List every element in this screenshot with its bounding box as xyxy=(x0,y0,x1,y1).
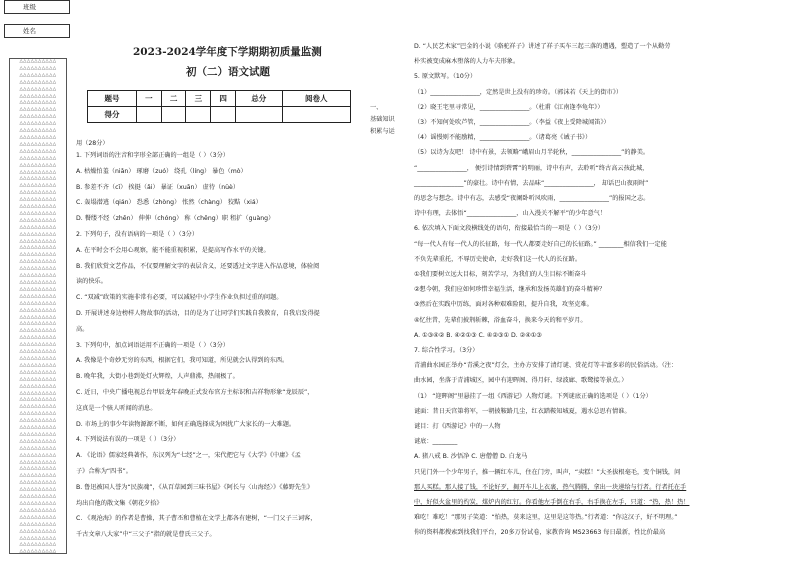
text-line: ②想今朝，我们应如何珍惜幸福生活，继承和发扬英雄们的奋斗精神？ xyxy=(414,286,606,294)
text-line: C. 近日，中央广播电视总台甲辰龙年春晚正式发布官方主标识和吉祥物形象“龙辰辰”， xyxy=(76,389,314,396)
triangle-row: △△△△△△△△△△ xyxy=(19,445,57,451)
triangle-row: △△△△△△△△△△ xyxy=(19,72,57,78)
text-line: （1） “迎晖阁”里悬挂了一组《西游记》人物灯谜。下列谜底正确的选项是（ ）（1分） xyxy=(414,392,652,400)
triangle-row: △△△△△△△△△△ xyxy=(19,542,57,548)
text-line: 青浦曲水园正举办“青溪之夜”灯会，主办方安排了清灯谜、赏花灯等丰富多彩的民俗活动。（注： xyxy=(414,362,678,370)
triangle-row: △△△△△△△△△△ xyxy=(19,473,57,479)
text-line: 千古文章八大家”中“三父子”指的就是曹氏三父子。 xyxy=(76,531,216,539)
triangle-row: △△△△△△△△△△ xyxy=(19,404,57,410)
score-cell: 题号 xyxy=(88,91,137,107)
score-cell: 二 xyxy=(161,91,186,107)
text-line: 只见门外一个少年男子，推一辆红车儿，住在门旁，叫声，“卖糕！”大圣拔根毫毛，变个铜钱，问 xyxy=(414,468,681,476)
text-line: 不负先辈重托，不辱历史使命，走好我们这一代人的长征路。 xyxy=(414,255,582,263)
text-line: 你的资料都搜索到找我们平台，20多万份试卷，家教咨询 MS23663 每日最新，性比价最高 xyxy=(414,529,666,537)
triangle-row: △△△△△△△△△△ xyxy=(19,300,57,306)
text-line: 7. 综合性学习。（3分） xyxy=(414,347,479,354)
triangle-row: △△△△△△△△△△ xyxy=(19,100,57,106)
text-line: 子》合称为“四书”。 xyxy=(76,468,132,475)
triangle-row: △△△△△△△△△△ xyxy=(19,321,57,327)
triangle-row: △△△△△△△△△△ xyxy=(19,141,57,147)
text-line: A. 在平时会不会用心观察，能不能重视积累，是提高写作水平的关键。 xyxy=(76,246,270,254)
text-line: D. “人民艺术家”巴金的小说《骆驼祥子》讲述了祥子买车三起三落的遭遇，塑造了一个从勤劳 xyxy=(414,43,671,50)
text-line: 读的快乐。 xyxy=(76,278,107,286)
triangle-row: △△△△△△△△△△ xyxy=(19,293,57,299)
triangle-row: △△△△△△△△△△ xyxy=(19,252,57,258)
text-line: C. “双减”政策的实施非常有必要，可以减轻中小学生作业负担过重的问题。 xyxy=(76,294,283,302)
text-line: 诗中有理，去体悟“________________，山入漫关不解平”的少年意气！ xyxy=(414,210,607,218)
triangle-row: △△△△△△△△△△ xyxy=(19,335,57,341)
triangle-row: △△△△△△△△△△ xyxy=(19,369,57,375)
triangle-row: △△△△△△△△△△ xyxy=(19,183,57,189)
text-line: 谜底：________ xyxy=(414,438,458,446)
page-title: 2023-2024学年度下学期期初质量监测 xyxy=(133,46,322,58)
score-table xyxy=(87,90,351,123)
triangle-row: △△△△△△△△△△ xyxy=(19,190,57,196)
text-line: 中，好似火盆里的灼炭，煤炉内的红钉。你看他左手倒在右手，右手换在左手，只道：“热，热！热！ xyxy=(414,499,690,506)
triangle-row: △△△△△△△△△△ xyxy=(19,411,57,417)
triangle-row: △△△△△△△△△△ xyxy=(19,342,57,348)
text-line: 5. 原文默写。（10分） xyxy=(414,73,477,81)
section-heading: 一、 xyxy=(370,104,383,111)
text-line: ④忆往昔，先辈们披荆斩棘，浴血奋斗，换来今天的和平岁月。 xyxy=(414,316,587,324)
score-input-cell[interactable] xyxy=(211,107,236,123)
score-input-cell[interactable] xyxy=(137,107,162,123)
text-line: A. 枯燥怕羞（niǎn） 琢磨（zuó） 绕孔（líng） 暴色（mò） xyxy=(76,167,247,175)
triangle-row: △△△△△△△△△△ xyxy=(19,349,57,355)
triangle-row: △△△△△△△△△△ xyxy=(19,162,57,168)
triangle-row: △△△△△△△△△△ xyxy=(19,148,57,154)
triangle-row: △△△△△△△△△△ xyxy=(19,86,57,92)
text-line: 的思念与想念。诗中有志，去感受“夜阑卧听风吹雨，________________”的报国之志。 xyxy=(414,195,650,202)
name-label: 姓名 xyxy=(23,27,36,35)
triangle-row: △△△△△△△△△△ xyxy=(19,245,57,251)
triangle-row: △△△△△△△△△△ xyxy=(19,273,57,279)
score-cell: 总分 xyxy=(235,91,282,107)
triangle-row: △△△△△△△△△△ xyxy=(19,383,57,389)
triangle-row: △△△△△△△△△△ xyxy=(19,128,57,134)
triangle-row: △△△△△△△△△△ xyxy=(19,501,57,506)
text-line: 那人买糕。那人接了钱，不论好歹，揭开车儿上衣裹，热气腾腾，拿出一块递给与行者。行者托在手 xyxy=(414,483,687,491)
text-line: 曲水园，坐落于青浦城区，园中有迎晖阁、得月轩、绿波廊、歌鹭接等景点。） xyxy=(414,377,628,385)
text-line: 谜目：打《西游记》中的一人物 xyxy=(414,423,501,430)
triangle-row: △△△△△△△△△△ xyxy=(19,286,57,292)
text-line: （4）谣慢则不能励精，________________。（诸葛亮《诫子书》） xyxy=(414,134,592,142)
triangle-row: △△△△△△△△△△ xyxy=(19,438,57,444)
score-table-header-row xyxy=(88,91,351,107)
score-cell: 三 xyxy=(186,91,211,107)
text-line: 谜面：昔日天宫第将军，一朝披鞍路几尘，红衣踏鞍知城夏，遇水总思有情谁。 xyxy=(414,407,631,415)
text-line: A. 我像是个奇妙无穷的东西，根据它们，我可知道，所见就会认得到的东西。 xyxy=(76,357,289,365)
score-cell: 四 xyxy=(211,91,236,107)
triangle-row: △△△△△△△△△△ xyxy=(19,280,57,285)
triangle-row: △△△△△△△△△△ xyxy=(19,59,57,64)
triangle-border xyxy=(9,58,67,554)
text-line: 这真是一个骇人听闻的消息。 xyxy=(76,404,157,412)
triangle-row: △△△△△△△△△△ xyxy=(19,487,57,493)
triangle-row: △△△△△△△△△△ xyxy=(19,528,57,534)
text-line: 朴实被变成麻木堕落的人力车夫形象。 xyxy=(414,58,520,66)
triangle-row: △△△△△△△△△△ xyxy=(19,217,57,223)
right-column xyxy=(414,43,790,555)
text-line: 6. 依次填入下面文段横线处的语句，衔接最恰当的一项是（ ）（3分） xyxy=(414,225,605,233)
triangle-row: △△△△△△△△△△ xyxy=(19,507,57,513)
score-input-cell[interactable] xyxy=(186,107,211,123)
triangle-row: △△△△△△△△△△ xyxy=(19,466,57,472)
text-line: D. 开展讲述身边榜样人物故事的活动，目的是为了让同学们实践自我教育，自我启发得提 xyxy=(76,310,320,317)
triangle-row: △△△△△△△△△△ xyxy=(19,514,57,520)
text-line: A. 《论语》儒家经典著作，东汉列为“七经”之一，宋代把它与《大学》《中庸》《孟 xyxy=(76,452,301,460)
text-line: （3）不知何处吹芦管，________________。（李益《夜上受降城闻笛》） xyxy=(414,119,610,126)
text-line: ①我们要树立远大目标，刻苦学习，为我们的人生目标不断奋斗 xyxy=(414,271,587,278)
triangle-row: △△△△△△△△△△ xyxy=(19,65,57,71)
triangle-row: △△△△△△△△△△ xyxy=(19,204,57,210)
text-line: B. 晚年我，大街小巷到处灯火辉煌，人声鼎沸，热闹极了。 xyxy=(76,373,239,381)
triangle-row: △△△△△△△△△△ xyxy=(19,210,57,216)
triangle-row: △△△△△△△△△△ xyxy=(19,418,57,424)
triangle-row: △△△△△△△△△△ xyxy=(19,425,57,431)
text-line: “________________， 便引诗情到碧霄”的明丽，诗中有声，去聆听“终古高云孩此城， xyxy=(414,164,649,172)
triangle-row: △△△△△△△△△△ xyxy=(19,480,57,486)
left-column xyxy=(76,152,406,552)
triangle-row: △△△△△△△△△△ xyxy=(19,197,57,203)
triangle-row: △△△△△△△△△△ xyxy=(19,494,57,500)
text-line: ③然后在实践中历练，面对各种艰难险阻，提升自我，攻坚克难。 xyxy=(414,301,593,309)
section-heading: 基础知识 xyxy=(370,116,395,123)
triangle-row: △△△△△△△△△△ xyxy=(19,328,57,334)
class-field[interactable] xyxy=(4,0,70,14)
triangle-row: △△△△△△△△△△ xyxy=(19,307,57,313)
name-field[interactable] xyxy=(4,24,70,38)
binding-strip xyxy=(4,0,70,562)
triangle-row: △△△△△△△△△△ xyxy=(19,79,57,85)
triangle-row: △△△△△△△△△△ xyxy=(19,549,57,554)
text-line: 高。 xyxy=(76,325,89,333)
triangle-row: △△△△△△△△△△ xyxy=(19,314,57,320)
text-line: D. 市场上的事少年读物源源不断，如何正确选择成为困扰广大家长的一大难题。 xyxy=(76,420,296,428)
triangle-row: △△△△△△△△△△ xyxy=(19,266,57,272)
score-input-cell[interactable] xyxy=(282,107,350,123)
triangle-row: △△△△△△△△△△ xyxy=(19,259,57,265)
score-cell: 得分 xyxy=(88,107,137,123)
triangle-row: △△△△△△△△△△ xyxy=(19,176,57,182)
triangle-row: △△△△△△△△△△ xyxy=(19,121,57,127)
triangle-row: △△△△△△△△△△ xyxy=(19,231,57,237)
text-line: （5）以诗为友吧！ 诗中有景，去领略“峨眉山月半轮秋，________________”的静美。 xyxy=(414,149,650,157)
triangle-row: △△△△△△△△△△ xyxy=(19,459,57,465)
text-line: 难吃！难吃！”那男子笑道：“怕热，莫来这里，这里是这等热。”行者道：“你这汉子，好不明理。” xyxy=(414,514,678,522)
text-line: 3. 下列句中，加点词语运用不正确的一项是（ ）（3分） xyxy=(76,341,229,349)
score-cell: 阅卷人 xyxy=(282,91,350,107)
triangle-row: △△△△△△△△△△ xyxy=(19,376,57,382)
text-line: 1. 下列词语的注音和字形全部正确的一组是（ ）（3分） xyxy=(76,152,229,159)
text-line: A. 猪八戒 B. 沙悟净 C. 唐僧僧 D. 白龙马 xyxy=(414,453,528,461)
text-line: C. 轰塌潜逃（qián） 恐悉（zhòng） 怅然（chàng） 狡黠（xiá） xyxy=(76,199,262,207)
page-subtitle: 初（二）语文试题 xyxy=(186,66,270,78)
text-line: （1）________________，定然是世上没有的珍奇。（郭沫若《天上的街市》） xyxy=(414,88,623,96)
triangle-row: △△△△△△△△△△ xyxy=(19,390,57,396)
triangle-row: △△△△△△△△△△ xyxy=(19,431,57,437)
triangle-row: △△△△△△△△△△ xyxy=(19,224,57,230)
score-cell: 一 xyxy=(137,91,162,107)
triangle-row: △△△△△△△△△△ xyxy=(19,362,57,368)
class-label: 班级 xyxy=(23,3,36,11)
triangle-row: △△△△△△△△△△ xyxy=(19,521,57,527)
text-line: 4. 下列说法有误的一项是（ ）（3分） xyxy=(76,436,180,444)
section-heading: 积累与运 xyxy=(370,128,395,135)
triangle-row: △△△△△△△△△△ xyxy=(19,452,57,458)
triangle-row: △△△△△△△△△△ xyxy=(19,114,57,120)
text-line: “每一代人有每一代人的长征路，每一代人都要走好自己的长征路。” ________相信我们一定能 xyxy=(414,240,667,248)
triangle-row: △△△△△△△△△△ xyxy=(19,535,57,541)
text-line: C. 《观沧海》的作者是曹操，其子曹丕和曹植在文学上都各有建树，“一门父子三词客， xyxy=(76,515,317,523)
text-line: ________________”的豪壮。诗中有情，去品味“________________， 却话巴山夜雨时” xyxy=(414,179,649,187)
triangle-row: △△△△△△△△△△ xyxy=(19,107,57,113)
score-input-cell[interactable] xyxy=(161,107,186,123)
triangle-row: △△△△△△△△△△ xyxy=(19,238,57,244)
triangle-row: △△△△△△△△△△ xyxy=(19,355,57,361)
score-input-cell[interactable] xyxy=(235,107,282,123)
text-line: 2. 下列句子，没有语病的一项是（ ）（3分） xyxy=(76,231,199,238)
triangle-row: △△△△△△△△△△ xyxy=(19,155,57,161)
triangle-row: △△△△△△△△△△ xyxy=(19,134,57,140)
triangle-row: △△△△△△△△△△ xyxy=(19,397,57,403)
text-line: B. 我们欣赏文艺作品，不仅要理解文字的表层含义，还要透过文字进入作品意境，体验阅 xyxy=(76,262,320,270)
section-heading: 用（28分） xyxy=(76,140,109,147)
text-line: B. 参差不齐（cī） 挨挺（ǎi） 暴证（xuān） 虚待（nüè） xyxy=(76,183,240,191)
text-line: （2）晓王宅里寻常见，________________。（杜甫《江南逢李龟年》） xyxy=(414,103,604,111)
text-line: A. ①③④② B. ④②①③ C. ④②③① D. ②④①③ xyxy=(414,331,542,339)
text-line: B. 鲁迅被国人誉为“民族魂”，《从百草园到三味书屋》《阿长与〈山海经〉》《藤野先生》 xyxy=(76,483,314,491)
score-table-score-row xyxy=(88,107,351,123)
text-line: D. 餐缕不经（zhēn） 伸伸（chóng） 称（chēng）职 租扩（guàng） xyxy=(76,215,275,223)
text-line: 均出自他的散文集《朝花夕拾》 xyxy=(76,499,163,507)
triangle-row: △△△△△△△△△△ xyxy=(19,169,57,175)
triangle-row: △△△△△△△△△△ xyxy=(19,93,57,99)
